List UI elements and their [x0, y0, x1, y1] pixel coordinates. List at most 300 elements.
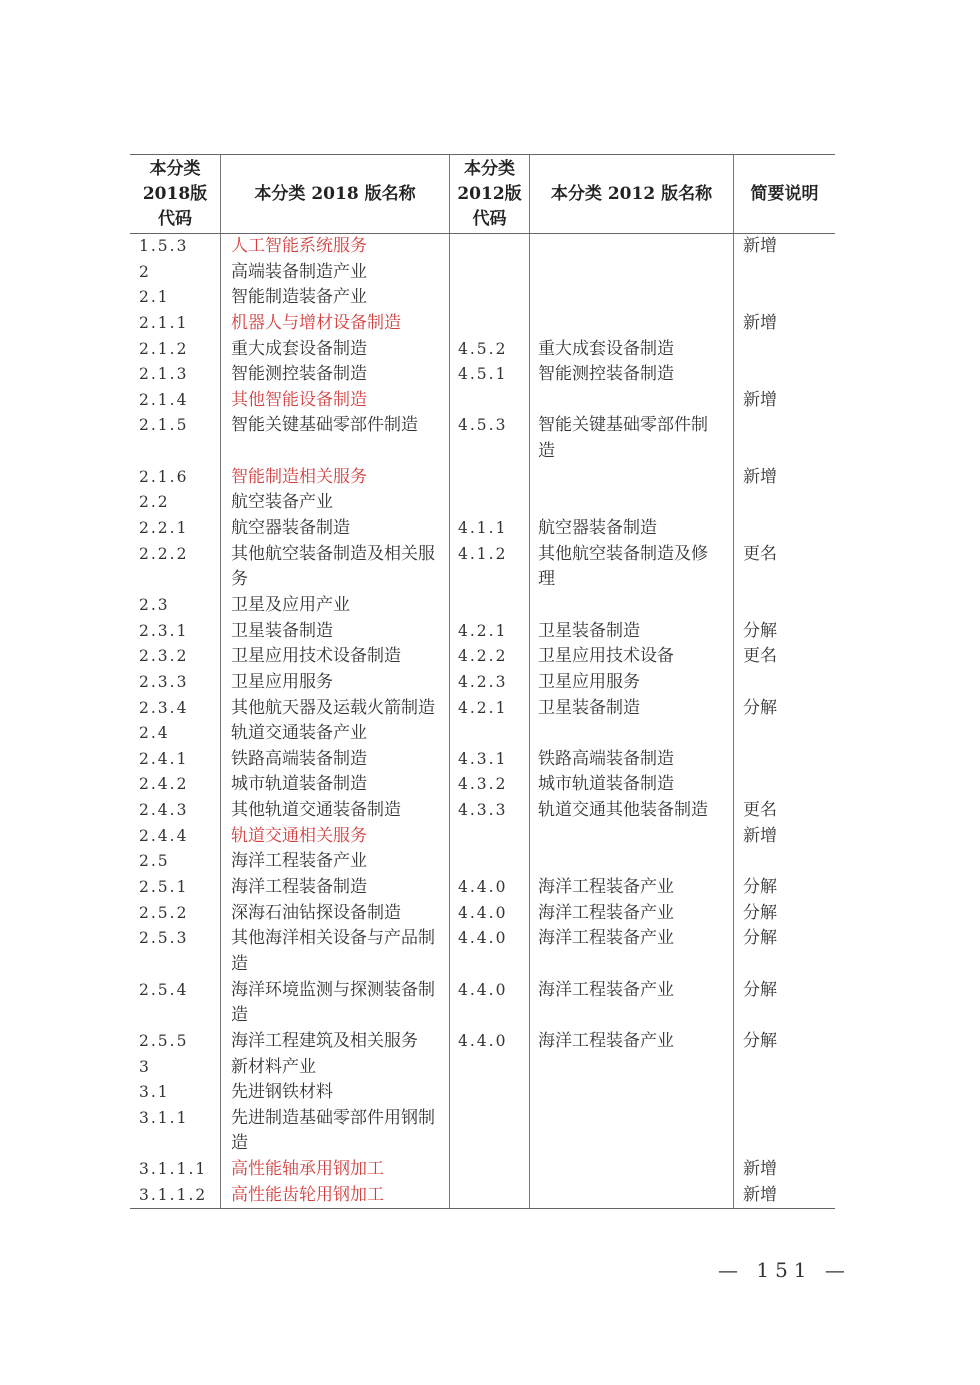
- note-cell: [734, 542, 835, 593]
- name-2012-cell-text: 重大成套设备制造: [538, 338, 674, 359]
- name-2018-cell: [221, 696, 450, 722]
- note-cell: [734, 772, 835, 798]
- name-2018-cell-text: 重大成套设备制造: [231, 338, 367, 359]
- name-2018-cell-text: 其他轨道交通装备制造: [231, 800, 401, 821]
- name-2012-cell: [530, 798, 734, 824]
- code-2012-cell-text: 4.5.2: [458, 339, 508, 358]
- code-2018-cell-text: 3.1: [139, 1083, 170, 1102]
- code-2012-cell-text: 4.1.2: [458, 544, 508, 563]
- code-2018-cell: [130, 362, 221, 388]
- note-cell-text: 分解: [743, 1030, 777, 1051]
- name-2018-cell: [221, 337, 450, 363]
- note-cell-text: 新增: [743, 825, 777, 846]
- code-2018-cell-text: 2.2.2: [139, 544, 189, 563]
- name-2012-cell: [530, 644, 734, 670]
- name-2018-cell: [221, 644, 450, 670]
- name-2012-cell: [530, 465, 734, 491]
- name-2018-cell-text: 其他海洋相关设备与产品制造: [231, 928, 435, 974]
- code-2012-cell-text: 4.4.0: [458, 929, 508, 948]
- code-2012-cell: [450, 798, 530, 824]
- name-2012-cell: [530, 1183, 734, 1209]
- name-2018-cell: [221, 849, 450, 875]
- name-2018-cell: [221, 772, 450, 798]
- note-cell: [734, 849, 835, 875]
- name-2018-cell-text: 铁路高端装备制造: [231, 748, 367, 769]
- name-2012-cell-text: 海洋工程装备产业: [538, 928, 674, 949]
- name-2018-cell: [221, 1157, 450, 1183]
- code-2018-cell-text: 2.5.4: [139, 980, 189, 999]
- code-2018-cell: [130, 388, 221, 414]
- table-row: [130, 926, 835, 977]
- table-row: [130, 644, 835, 670]
- code-2012-cell: [450, 875, 530, 901]
- table-row: [130, 619, 835, 645]
- name-2018-cell: [221, 747, 450, 773]
- code-2018-cell-text: 2.4: [139, 724, 170, 743]
- code-2018-cell: [130, 849, 221, 875]
- name-2018-cell: [221, 901, 450, 927]
- note-cell: [734, 619, 835, 645]
- code-2018-cell-text: 2.1.3: [139, 365, 189, 384]
- name-2018-cell-text: 人工智能系统服务: [231, 236, 367, 256]
- code-2018-cell-text: 2.1.2: [139, 339, 189, 358]
- name-2012-cell: [530, 542, 734, 593]
- table-row: [130, 285, 835, 311]
- name-2018-cell: [221, 1106, 450, 1157]
- note-cell: [734, 747, 835, 773]
- name-2018-cell-text: 航空器装备制造: [231, 518, 350, 539]
- table-row: [130, 798, 835, 824]
- name-2012-cell: [530, 619, 734, 645]
- name-2012-cell-text: 海洋工程装备产业: [538, 979, 674, 1000]
- code-2018-cell: [130, 978, 221, 1029]
- code-2018-cell-text: 2.3.2: [139, 647, 189, 666]
- code-2012-cell-text: 4.4.0: [458, 980, 508, 999]
- name-2018-cell: [221, 465, 450, 491]
- code-2012-cell: [450, 849, 530, 875]
- code-2018-cell-text: 2.5.2: [139, 903, 189, 922]
- name-2018-cell-text: 城市轨道装备制造: [231, 774, 367, 795]
- code-2018-cell: [130, 901, 221, 927]
- code-2012-cell: [450, 619, 530, 645]
- code-2018-cell: [130, 926, 221, 977]
- table-row: [130, 1183, 835, 1209]
- note-cell: [734, 593, 835, 619]
- code-2018-cell: [130, 285, 221, 311]
- code-2012-cell: [450, 926, 530, 977]
- name-2018-cell-text: 机器人与增材设备制造: [231, 312, 401, 333]
- code-2012-cell-text: 4.1.1: [458, 519, 508, 538]
- name-2018-cell: [221, 875, 450, 901]
- name-2012-cell-text: 航空器装备制造: [538, 518, 657, 539]
- code-2018-cell: [130, 1029, 221, 1055]
- name-2018-cell: [221, 926, 450, 977]
- code-2018-cell: [130, 542, 221, 593]
- code-2018-cell-text: 2.1.1: [139, 313, 189, 332]
- code-2018-cell-text: 2.3: [139, 595, 170, 614]
- table-row: [130, 1029, 835, 1055]
- note-cell: [734, 824, 835, 850]
- note-cell: [734, 465, 835, 491]
- code-2018-cell-text: 2.1.5: [139, 416, 189, 435]
- name-2018-cell: [221, 1029, 450, 1055]
- name-2012-cell: [530, 978, 734, 1029]
- table-row: [130, 696, 835, 722]
- code-2012-cell-text: 4.4.0: [458, 1031, 508, 1050]
- name-2018-cell-text: 海洋工程建筑及相关服务: [231, 1030, 418, 1051]
- code-2012-cell: [450, 696, 530, 722]
- note-cell-text: 更名: [743, 646, 777, 667]
- code-2012-cell-text: 4.3.1: [458, 749, 508, 768]
- note-cell-text: 更名: [743, 543, 777, 564]
- name-2018-cell: [221, 978, 450, 1029]
- code-2012-cell: [450, 1106, 530, 1157]
- table-row: [130, 875, 835, 901]
- name-2012-cell-text: 智能测控装备制造: [538, 364, 674, 385]
- name-2018-cell-text: 高性能齿轮用钢加工: [231, 1184, 384, 1205]
- note-cell: [734, 490, 835, 516]
- note-cell: [734, 926, 835, 977]
- table-row: [130, 465, 835, 491]
- code-2018-cell-text: 2.1.4: [139, 390, 189, 409]
- code-2018-cell: [130, 747, 221, 773]
- code-2012-cell-text: 4.3.2: [458, 775, 508, 794]
- note-cell: [734, 670, 835, 696]
- code-2012-cell: [450, 1080, 530, 1106]
- code-2018-cell-text: 2.4.1: [139, 749, 189, 768]
- note-cell: [734, 721, 835, 747]
- code-2018-cell: [130, 465, 221, 491]
- name-2012-cell: [530, 516, 734, 542]
- note-cell-text: 新增: [743, 312, 777, 333]
- name-2012-cell: [530, 721, 734, 747]
- code-2018-cell-text: 2.1.6: [139, 467, 189, 486]
- table-row: [130, 1080, 835, 1106]
- table-row: [130, 362, 835, 388]
- code-2018-cell-text: 3.1.1.2: [139, 1185, 208, 1204]
- name-2018-cell-text: 智能制造相关服务: [231, 466, 367, 487]
- note-cell: [734, 978, 835, 1029]
- name-2012-cell: [530, 824, 734, 850]
- code-2012-cell-text: 4.4.0: [458, 903, 508, 922]
- name-2012-cell-text: 海洋工程装备产业: [538, 877, 674, 898]
- table-header: [130, 155, 835, 234]
- code-2018-cell: [130, 593, 221, 619]
- name-2018-cell-text: 智能制造装备产业: [231, 287, 367, 308]
- code-2018-cell-text: 3: [139, 1057, 151, 1076]
- note-cell-text: 新增: [743, 236, 777, 256]
- note-cell: [734, 260, 835, 286]
- note-cell: [734, 388, 835, 414]
- name-2018-cell-text: 高性能轴承用钢加工: [231, 1159, 384, 1180]
- name-2018-cell-text: 海洋工程装备制造: [231, 877, 367, 898]
- table-row: [130, 1157, 835, 1183]
- code-2018-cell: [130, 1080, 221, 1106]
- table-row: [130, 1106, 835, 1157]
- code-2018-cell-text: 2.2: [139, 493, 170, 512]
- code-2018-cell: [130, 1055, 221, 1081]
- note-cell: [734, 413, 835, 464]
- name-2012-cell-text: 轨道交通其他装备制造: [538, 800, 708, 821]
- code-2012-cell: [450, 593, 530, 619]
- code-2012-cell-text: 4.2.1: [458, 621, 508, 640]
- table-row: [130, 901, 835, 927]
- code-2018-cell: [130, 875, 221, 901]
- code-2012-cell: [450, 824, 530, 850]
- name-2018-cell: [221, 1055, 450, 1081]
- code-2012-cell: [450, 465, 530, 491]
- name-2012-cell: [530, 285, 734, 311]
- code-2018-cell-text: 2.4.4: [139, 826, 189, 845]
- note-cell: [734, 1106, 835, 1157]
- note-cell-text: 新增: [743, 1159, 777, 1180]
- code-2012-cell: [450, 1183, 530, 1209]
- page-number: — 151 —: [718, 1258, 851, 1282]
- name-2018-cell-text: 卫星及应用产业: [231, 594, 350, 615]
- code-2012-cell: [450, 670, 530, 696]
- name-2018-cell: [221, 721, 450, 747]
- note-cell: [734, 901, 835, 927]
- code-2018-cell-text: 2.5.5: [139, 1031, 189, 1050]
- name-2018-cell: [221, 490, 450, 516]
- note-cell: [734, 311, 835, 337]
- note-cell-text: 更名: [743, 800, 777, 821]
- name-2012-cell: [530, 1055, 734, 1081]
- code-2012-cell: [450, 388, 530, 414]
- note-cell: [734, 362, 835, 388]
- code-2018-cell: [130, 1183, 221, 1209]
- code-2012-cell: [450, 516, 530, 542]
- code-2018-cell: [130, 798, 221, 824]
- name-2018-cell: [221, 798, 450, 824]
- name-2018-cell: [221, 388, 450, 414]
- code-2018-cell: [130, 490, 221, 516]
- name-2012-cell-text: 铁路高端装备制造: [538, 748, 674, 769]
- code-2012-cell-text: 4.5.3: [458, 416, 508, 435]
- name-2018-cell-text: 先进钢铁材料: [231, 1082, 333, 1103]
- note-cell: [734, 1080, 835, 1106]
- name-2012-cell: [530, 311, 734, 337]
- code-2012-cell: [450, 721, 530, 747]
- code-2018-cell: [130, 644, 221, 670]
- name-2012-cell: [530, 772, 734, 798]
- name-2012-cell: [530, 1029, 734, 1055]
- code-2012-cell-text: 4.4.0: [458, 878, 508, 897]
- table-row: [130, 311, 835, 337]
- note-cell: [734, 1157, 835, 1183]
- table-body: [130, 234, 835, 1208]
- code-2018-cell: [130, 772, 221, 798]
- classification-table: [130, 154, 835, 1209]
- name-2012-cell: [530, 362, 734, 388]
- code-2018-cell-text: 2.3.1: [139, 621, 189, 640]
- name-2018-cell-text: 航空装备产业: [231, 492, 333, 513]
- name-2012-cell: [530, 1157, 734, 1183]
- name-2018-cell: [221, 311, 450, 337]
- header-name-2018: 本分类 2018 版名称: [221, 155, 450, 233]
- code-2012-cell: [450, 260, 530, 286]
- name-2018-cell: [221, 516, 450, 542]
- code-2012-cell: [450, 362, 530, 388]
- header-name-2012: 本分类 2012 版名称: [530, 155, 734, 233]
- name-2018-cell-text: 卫星应用技术设备制造: [231, 646, 401, 667]
- name-2012-cell: [530, 901, 734, 927]
- note-cell: [734, 1183, 835, 1209]
- name-2018-cell-text: 海洋环境监测与探测装备制造: [231, 979, 435, 1026]
- note-cell-text: 分解: [743, 902, 777, 923]
- name-2012-cell: [530, 696, 734, 722]
- name-2012-cell: [530, 260, 734, 286]
- table-row: [130, 824, 835, 850]
- name-2012-cell-text: 其他航空装备制造及修理: [538, 543, 708, 590]
- code-2018-cell: [130, 413, 221, 464]
- table-row: [130, 978, 835, 1029]
- name-2018-cell-text: 深海石油钻探设备制造: [231, 902, 401, 923]
- code-2012-cell: [450, 285, 530, 311]
- code-2012-cell: [450, 901, 530, 927]
- name-2012-cell-text: 智能关键基础零部件制造: [538, 415, 708, 462]
- code-2012-cell: [450, 1055, 530, 1081]
- name-2012-cell: [530, 1080, 734, 1106]
- code-2018-cell: [130, 824, 221, 850]
- note-cell-text: 分解: [743, 620, 777, 641]
- table-row: [130, 388, 835, 414]
- table-row: [130, 1055, 835, 1081]
- note-cell: [734, 337, 835, 363]
- name-2018-cell-text: 智能关键基础零部件制造: [231, 415, 418, 436]
- name-2018-cell: [221, 362, 450, 388]
- code-2018-cell-text: 2: [139, 262, 151, 281]
- name-2012-cell: [530, 849, 734, 875]
- code-2018-cell: [130, 516, 221, 542]
- name-2018-cell-text: 其他航天器及运载火箭制造: [231, 697, 435, 718]
- header-code-2012: 本分类 2012版 代码: [450, 155, 530, 233]
- name-2018-cell-text: 卫星应用服务: [231, 671, 333, 692]
- code-2012-cell: [450, 1157, 530, 1183]
- code-2012-cell: [450, 234, 530, 260]
- name-2012-cell: [530, 926, 734, 977]
- code-2012-cell: [450, 413, 530, 464]
- code-2012-cell-text: 4.2.2: [458, 647, 508, 666]
- code-2018-cell: [130, 311, 221, 337]
- name-2012-cell-text: 海洋工程装备产业: [538, 902, 674, 923]
- code-2012-cell-text: 4.2.3: [458, 672, 508, 691]
- name-2018-cell: [221, 824, 450, 850]
- table-row: [130, 721, 835, 747]
- code-2012-cell: [450, 1029, 530, 1055]
- note-cell: [734, 798, 835, 824]
- name-2018-cell-text: 高端装备制造产业: [231, 261, 367, 282]
- code-2018-cell-text: 1.5.3: [139, 237, 189, 255]
- name-2012-cell-text: 卫星应用服务: [538, 671, 640, 692]
- table-row: [130, 542, 835, 593]
- name-2018-cell-text: 轨道交通相关服务: [231, 825, 367, 846]
- code-2018-cell: [130, 1157, 221, 1183]
- name-2018-cell: [221, 670, 450, 696]
- name-2018-cell-text: 新材料产业: [231, 1056, 316, 1077]
- name-2018-cell-text: 其他航空装备制造及相关服务: [231, 543, 435, 590]
- name-2012-cell: [530, 747, 734, 773]
- note-cell: [734, 234, 835, 260]
- name-2012-cell: [530, 670, 734, 696]
- code-2018-cell-text: 2.5.3: [139, 929, 189, 948]
- table-row: [130, 516, 835, 542]
- code-2018-cell-text: 3.1.1: [139, 1108, 189, 1127]
- code-2018-cell: [130, 721, 221, 747]
- code-2018-cell-text: 3.1.1.1: [139, 1160, 208, 1179]
- name-2018-cell-text: 智能测控装备制造: [231, 364, 367, 385]
- code-2018-cell: [130, 619, 221, 645]
- name-2012-cell-text: 海洋工程装备产业: [538, 1030, 674, 1051]
- note-cell-text: 新增: [743, 1184, 777, 1205]
- header-code-2018: 本分类 2018版 代码: [130, 155, 221, 233]
- note-cell: [734, 1029, 835, 1055]
- name-2012-cell-text: 卫星应用技术设备: [538, 646, 674, 667]
- code-2012-cell: [450, 311, 530, 337]
- name-2018-cell-text: 先进制造基础零部件用钢制造: [231, 1107, 435, 1154]
- note-cell-text: 分解: [743, 697, 777, 718]
- name-2012-cell: [530, 413, 734, 464]
- table-row: [130, 260, 835, 286]
- name-2018-cell: [221, 234, 450, 260]
- code-2018-cell: [130, 696, 221, 722]
- name-2012-cell: [530, 1106, 734, 1157]
- table-row: [130, 413, 835, 464]
- code-2012-cell-text: 4.3.3: [458, 801, 508, 820]
- name-2018-cell: [221, 285, 450, 311]
- table-row: [130, 849, 835, 875]
- name-2012-cell: [530, 388, 734, 414]
- name-2012-cell-text: 城市轨道装备制造: [538, 774, 674, 795]
- code-2018-cell-text: 2.4.2: [139, 775, 189, 794]
- table-row: [130, 593, 835, 619]
- code-2018-cell-text: 2.1: [139, 288, 170, 307]
- code-2018-cell-text: 2.5.1: [139, 878, 189, 897]
- name-2018-cell: [221, 1080, 450, 1106]
- name-2012-cell-text: 卫星装备制造: [538, 697, 640, 718]
- code-2018-cell-text: 2.3.3: [139, 672, 189, 691]
- name-2012-cell: [530, 490, 734, 516]
- name-2018-cell-text: 卫星装备制造: [231, 620, 333, 641]
- note-cell: [734, 875, 835, 901]
- code-2018-cell-text: 2.3.4: [139, 698, 189, 717]
- name-2018-cell: [221, 619, 450, 645]
- name-2012-cell-text: 卫星装备制造: [538, 620, 640, 641]
- name-2018-cell-text: 其他智能设备制造: [231, 389, 367, 410]
- note-cell: [734, 1055, 835, 1081]
- code-2018-cell-text: 2.4.3: [139, 801, 189, 820]
- code-2012-cell: [450, 490, 530, 516]
- code-2018-cell-text: 2.2.1: [139, 519, 189, 538]
- note-cell-text: 新增: [743, 389, 777, 410]
- note-cell: [734, 696, 835, 722]
- note-cell: [734, 516, 835, 542]
- name-2018-cell-text: 轨道交通装备产业: [231, 723, 367, 744]
- code-2018-cell: [130, 260, 221, 286]
- code-2012-cell-text: 4.2.1: [458, 698, 508, 717]
- name-2018-cell: [221, 413, 450, 464]
- table-row: [130, 747, 835, 773]
- name-2012-cell: [530, 593, 734, 619]
- note-cell: [734, 644, 835, 670]
- name-2018-cell: [221, 260, 450, 286]
- table-row: [130, 337, 835, 363]
- note-cell-text: 分解: [743, 979, 777, 1000]
- code-2018-cell: [130, 234, 221, 260]
- code-2018-cell-text: 2.5: [139, 852, 170, 871]
- code-2012-cell: [450, 542, 530, 593]
- table-row: [130, 490, 835, 516]
